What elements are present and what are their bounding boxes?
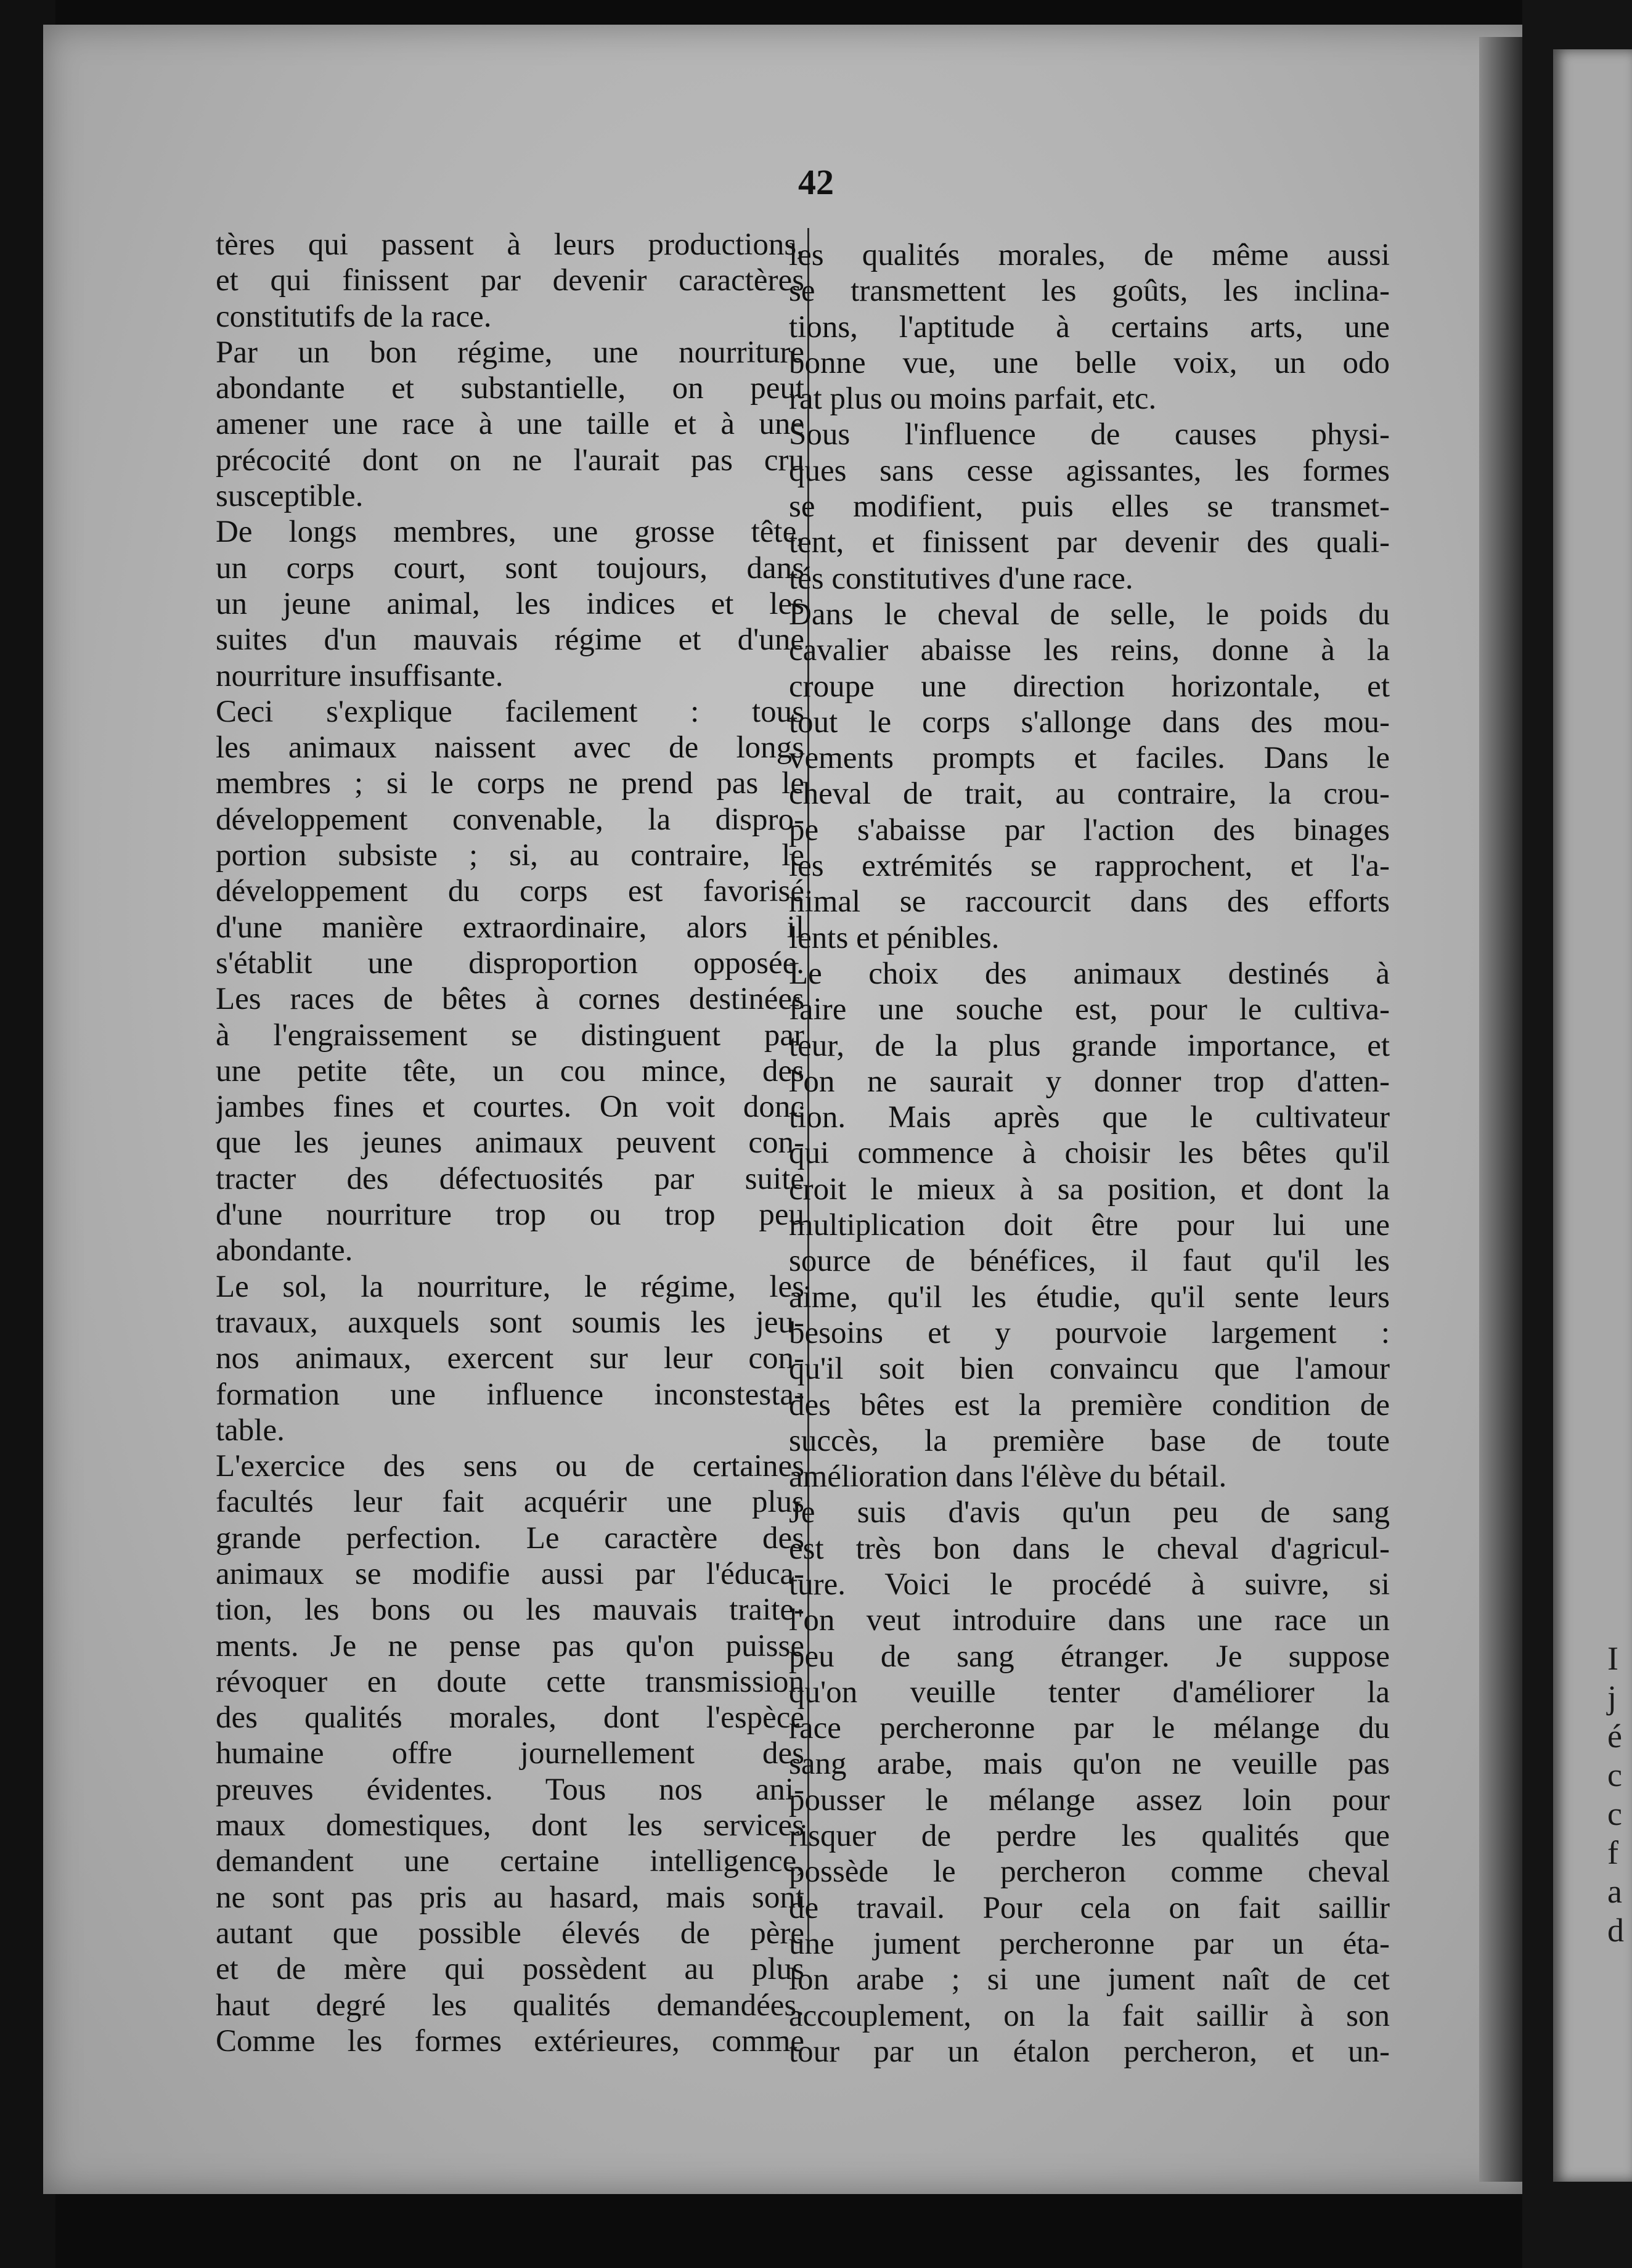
text-line: précocité dont on ne l'aurait pas cru: [216, 443, 804, 478]
text-line: vements prompts et faciles. Dans le: [789, 741, 1390, 776]
text-line: possède le percheron comme cheval: [789, 1854, 1390, 1890]
text-line: une petite tête, un cou mince, des: [216, 1053, 804, 1088]
text-line: que les jeunes animaux peuvent con-: [216, 1125, 804, 1161]
text-line: un jeune animal, les indices et les: [216, 586, 804, 621]
sliver-letter: I: [1607, 1640, 1618, 1677]
text-line: les extrémités se rapprochent, et l'a-: [789, 849, 1390, 884]
text-line: lon arabe ; si une jument naît de cet: [789, 1962, 1390, 1997]
text-line: et de mère qui possèdent au plus: [216, 1952, 804, 1987]
text-line: facultés leur fait acquérir une plus: [216, 1485, 804, 1520]
text-line: révoquer en doute cette transmission: [216, 1664, 804, 1699]
sliver-letter: é: [1607, 1718, 1622, 1755]
text-line: amener une race à une taille et à une: [216, 407, 804, 442]
sliver-letter: a: [1607, 1873, 1622, 1910]
text-line: succès, la première base de toute: [789, 1423, 1390, 1458]
text-line: Les races de bêtes à cornes destinées: [216, 982, 804, 1017]
text-line: se transmettent les goûts, les inclina-: [789, 274, 1390, 309]
text-line: croupe une direction horizontale, et: [789, 669, 1390, 704]
text-line: l'on ne saurait y donner trop d'atten-: [789, 1064, 1390, 1099]
text-line: multiplication doit être pour lui une: [789, 1208, 1390, 1243]
text-line: L'exercice des sens ou de certaines: [216, 1449, 804, 1484]
text-line: autant que possible élevés de père: [216, 1915, 804, 1951]
text-line: travaux, auxquels sont soumis les jeu-: [216, 1305, 804, 1340]
text-line: cavalier abaisse les reins, donne à la: [789, 633, 1390, 668]
text-line: abondante.: [216, 1233, 353, 1268]
text-line: portion subsiste ; si, au contraire, le: [216, 838, 804, 873]
text-line: cheval de trait, au contraire, la crou-: [789, 777, 1390, 812]
text-line: d'une nourriture trop ou trop peu: [216, 1197, 804, 1233]
text-line: bonne vue, une belle voix, un odo: [789, 345, 1390, 380]
text-line: susceptible.: [216, 479, 364, 514]
text-line: tracter des défectuosités par suite: [216, 1161, 804, 1196]
text-line: ments. Je ne pense pas qu'on puisse: [216, 1628, 804, 1663]
text-line: est très bon dans le cheval d'agricul-: [789, 1531, 1390, 1566]
text-line: rat plus ou moins parfait, etc.: [789, 381, 1157, 417]
text-line: un corps court, sont toujours, dans: [216, 550, 804, 585]
text-line: faire une souche est, pour le cultiva-: [789, 992, 1390, 1027]
text-line: ques sans cesse agissantes, les formes: [789, 453, 1390, 488]
text-line: risquer de perdre les qualités que: [789, 1819, 1390, 1854]
text-line: ne sont pas pris au hasard, mais sont: [216, 1880, 804, 1915]
text-line: animaux se modifie aussi par l'éduca-: [216, 1556, 804, 1591]
text-line: à l'engraissement se distinguent par: [216, 1018, 804, 1053]
text-line: sang arabe, mais qu'on ne veuille pas: [789, 1747, 1390, 1782]
text-line: nimal se raccourcit dans des efforts: [789, 884, 1390, 920]
sliver-letter: j: [1607, 1679, 1617, 1716]
text-line: se modifient, puis elles se transmet-: [789, 489, 1390, 524]
text-line: d'une manière extraordinaire, alors il: [216, 910, 804, 945]
sliver-letter: c: [1607, 1756, 1622, 1793]
text-line: croit le mieux à sa position, et dont la: [789, 1172, 1390, 1207]
text-line: développement du corps est favorisé: [216, 874, 804, 909]
page-number: 42: [798, 162, 834, 202]
text-line: de travail. Pour cela on fait saillir: [789, 1890, 1390, 1925]
text-line: des qualités morales, dont l'espèce: [216, 1700, 804, 1736]
text-line: haut degré les qualités demandées.: [216, 1988, 804, 2023]
text-line: s'établit une disproportion opposée.: [216, 945, 804, 981]
text-line: formation une influence inconstesta-: [216, 1377, 804, 1412]
text-line: tères qui passent à leurs productions,: [216, 227, 804, 262]
text-line: Ceci s'explique facilement : tous: [216, 694, 804, 729]
text-line: tour par un étalon percheron, et un-: [789, 2034, 1390, 2069]
text-line: preuves évidentes. Tous nos ani-: [216, 1772, 804, 1807]
text-line: Sous l'influence de causes physi-: [789, 417, 1390, 452]
text-line: une jument percheronne par un éta-: [789, 1926, 1390, 1961]
text-line: qu'on veuille tenter d'améliorer la: [789, 1674, 1390, 1710]
text-line: tion. Mais après que le cultivateur: [789, 1100, 1390, 1135]
text-line: De longs membres, une grosse tête,: [216, 515, 804, 550]
text-line: pousser le mélange assez loin pour: [789, 1782, 1390, 1817]
text-line: source de bénéfices, il faut qu'il les: [789, 1244, 1390, 1279]
text-line: les animaux naissent avec de longs: [216, 730, 804, 765]
text-line: aime, qu'il les étudie, qu'il sente leurs: [789, 1279, 1390, 1315]
text-line: humaine offre journellement des: [216, 1736, 804, 1771]
text-line: qu'il soit bien convaincu que l'amour: [789, 1352, 1390, 1387]
text-line: teur, de la plus grande importance, et: [789, 1028, 1390, 1063]
facing-page-letters: [1607, 1639, 1632, 1950]
text-line: tion, les bons ou les mauvais traite-: [216, 1593, 804, 1628]
sliver-letter: c: [1607, 1795, 1622, 1832]
text-line: nos animaux, exercent sur leur con-: [216, 1341, 804, 1376]
text-line: constitutifs de la race.: [216, 299, 492, 334]
text-line: tions, l'aptitude à certains arts, une: [789, 309, 1390, 345]
text-line: pe s'abaisse par l'action des binages: [789, 812, 1390, 847]
page-gutter: [1479, 37, 1522, 2182]
text-line: développement convenable, la dispro-: [216, 802, 804, 837]
text-line: les qualités morales, de même aussi: [789, 238, 1390, 272]
sliver-letter: d: [1607, 1912, 1624, 1949]
text-line: membres ; si le corps ne prend pas le: [216, 766, 804, 801]
text-line: nourriture insuffisante.: [216, 658, 504, 693]
text-line: Par un bon régime, une nourriture: [216, 335, 804, 370]
text-line: amélioration dans l'élève du bétail.: [789, 1459, 1227, 1495]
text-line: grande perfection. Le caractère des: [216, 1520, 804, 1556]
text-line: abondante et substantielle, on peut: [216, 371, 804, 406]
text-line: ture. Voici le procédé à suivre, si: [789, 1567, 1390, 1602]
text-line: tout le corps s'allonge dans des mou-: [789, 704, 1390, 740]
text-line: des bêtes est la première condition de: [789, 1387, 1390, 1422]
text-line: race percheronne par le mélange du: [789, 1711, 1390, 1746]
text-line: tés constitutives d'une race.: [789, 561, 1133, 596]
text-line: tent, et finissent par devenir des quali-: [789, 525, 1390, 560]
text-line: jambes fines et courtes. On voit donc: [216, 1090, 804, 1125]
text-line: Le sol, la nourriture, le régime, les: [216, 1269, 804, 1304]
text-line: lents et pénibles.: [789, 920, 1000, 955]
text-line: Le choix des animaux destinés à: [789, 956, 1390, 991]
text-line: suites d'un mauvais régime et d'une: [216, 622, 804, 658]
text-line: maux domestiques, dont les services: [216, 1808, 804, 1843]
text-line: Dans le cheval de selle, le poids du: [789, 597, 1390, 632]
text-line: Comme les formes extérieures, comme: [216, 2023, 804, 2058]
text-line: l'on veut introduire dans une race un: [789, 1603, 1390, 1638]
text-line: Je suis d'avis qu'un peu de sang: [789, 1495, 1390, 1530]
text-line: peu de sang étranger. Je suppose: [789, 1639, 1390, 1674]
text-line: besoins et y pourvoie largement :: [789, 1315, 1390, 1350]
text-line: et qui finissent par devenir caractères: [216, 263, 804, 298]
sliver-letter: f: [1607, 1834, 1618, 1871]
text-line: accouplement, on la fait saillir à son: [789, 1998, 1390, 2033]
text-line: demandent une certaine intelligence,: [216, 1844, 804, 1879]
text-line: table.: [216, 1413, 285, 1448]
text-line: qui commence à choisir les bêtes qu'il: [789, 1136, 1390, 1171]
left-text-column: [216, 227, 804, 2059]
right-text-column: [789, 237, 1390, 2070]
